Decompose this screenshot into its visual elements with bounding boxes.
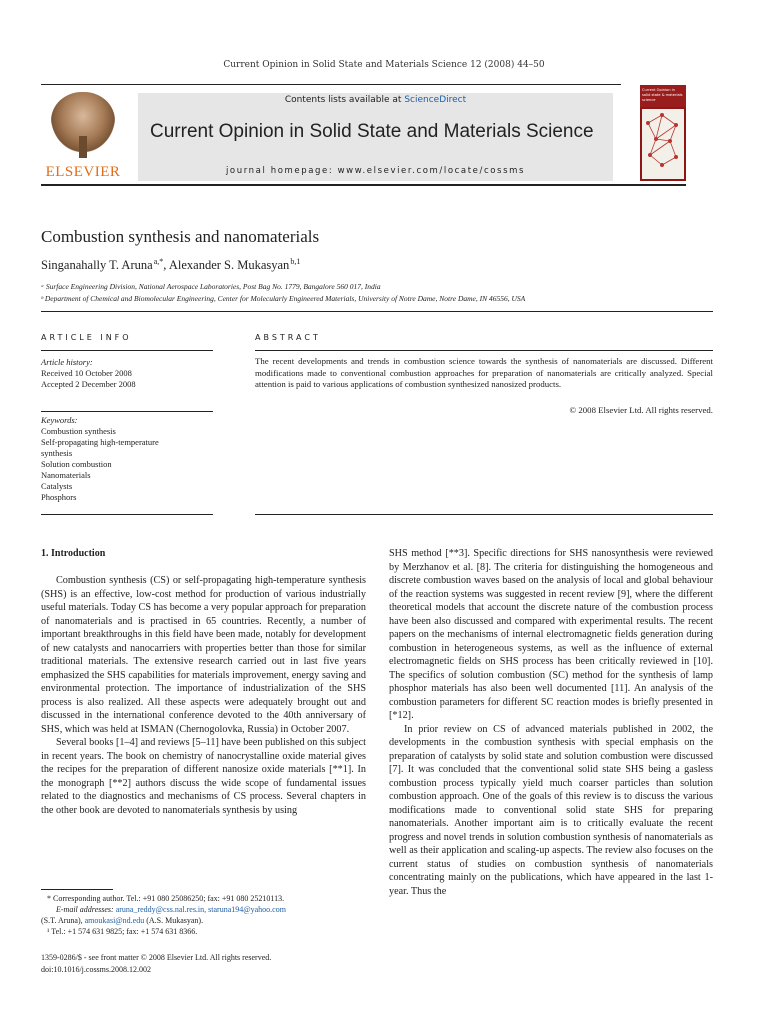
received-date: Received 10 October 2008	[41, 368, 132, 378]
cover-title: Current Opinion in solid state & materials science	[640, 85, 686, 107]
email-label: E-mail addresses:	[56, 905, 114, 914]
sciencedirect-link[interactable]: ScienceDirect	[404, 95, 467, 105]
email-attribution: (S.T. Aruna),	[41, 916, 83, 925]
divider	[41, 350, 213, 351]
divider	[255, 514, 713, 515]
email-link[interactable]: staruna194@yahoo.com	[208, 905, 286, 914]
author-sup: b,1	[290, 257, 301, 266]
email-link[interactable]: aruna_reddy@css.nal.res.in,	[115, 905, 207, 914]
doi-line[interactable]: doi:10.1016/j.cossms.2008.12.002	[41, 965, 152, 974]
email-line	[41, 904, 366, 915]
author-sup: a,*	[153, 257, 164, 266]
abstract-heading: ABSTRACT	[255, 333, 321, 342]
affiliation-b: ᵇ Department of Chemical and Biomolecular Engineering, Center for Molecularly Engineered Materials, University of Notre Dame, Notre Dame, IN 46556, USA	[41, 294, 526, 303]
keyword: Solution combustion	[41, 459, 112, 469]
keywords-block	[41, 415, 213, 503]
right-column	[389, 547, 713, 898]
paragraph: Combustion synthesis (CS) or self-propagating high-temperature synthesis (SHS) is an effective, low-cost method for production of various industrially useful materials. Today CS has become a very popular approach for preparation of nanomaterials and is practised in 65 countries. Recently, a number of important breakthroughs in this field have been made, notably for development of new catalysts and nanocarriers with properties better than those for similar traditional materials. The extensive research carried out in last five years emphasized the SHS capabilities for materials improvement, energy saving and environmental protection. The importance of industrialization of the SHS process is also realized. All these aspects were adequately brought out and discussed in the international conference devoted to the 40th anniversary of SHS, which was held at ISMAN (Chernogolovka, Russia) in October 2007.	[41, 575, 366, 735]
header-top-rule	[41, 84, 621, 85]
journal-title: Current Opinion in Solid State and Materials Science	[150, 121, 594, 142]
email-link[interactable]: amoukasi@nd.edu	[84, 916, 145, 925]
keyword: Catalysts	[41, 481, 73, 491]
history-label: Article history:	[41, 357, 93, 367]
author-line: Singanahally T. Aruna $^{a,*}$, Alexander S. Mukasyan $^{b,1}$	[41, 257, 301, 273]
issn-line: 1359-0286/$ - see front matter © 2008 Elsevier Ltd. All rights reserved.	[41, 953, 272, 962]
keyword: Combustion synthesis	[41, 426, 116, 436]
copyright-line: © 2008 Elsevier Ltd. All rights reserved.	[569, 405, 713, 415]
paragraph: In prior review on CS of advanced materials published in 2002, the developments in the combustion synthesis with special emphasis on the preparation of catalysts by solid state and solution combustion were discussed [7]. It was concluded that the conventional solid state SHS being a gasless combustion process typically yield much coarser particles than solution combustion approach. One of the goals of this review is to discuss the various modifications made to conventional solid state SHS for preparing nanomaterials. Another important aim is to critically evaluate the recent progress and novel trends in solution combustion synthesis of nanomaterials as well as their application and scaling-up aspects. The review also focuses on the current status of studies on combustion synthesis of nanomaterials concentrating mainly on the publications, which have appeared in the last 1-year. Thus the	[389, 723, 713, 897]
author-name[interactable]: Alexander S. Mukasyan	[168, 258, 290, 273]
section-heading: 1. Introduction	[41, 548, 106, 559]
publisher-logo-text: ELSEVIER	[45, 164, 121, 180]
keyword: Nanomaterials	[41, 470, 91, 480]
keyword: synthesis	[41, 448, 73, 458]
accepted-date: Accepted 2 December 2008	[41, 379, 136, 389]
tree-logo-icon	[51, 92, 115, 152]
journal-banner	[138, 93, 613, 181]
corresponding-author-note: * Corresponding author. Tel.: +91 080 25086250; fax: +91 080 25210113.	[47, 894, 285, 903]
author-name[interactable]: Singanahally T. Aruna	[41, 258, 153, 273]
divider	[41, 311, 713, 312]
divider	[41, 514, 213, 515]
contents-prefix: Contents lists available at	[284, 95, 405, 105]
email-attribution: (A.S. Mukasyan).	[146, 916, 204, 925]
email-line	[41, 915, 366, 926]
footnote-rule	[41, 889, 113, 890]
abstract-text: The recent developments and trends in combustion science towards the synthesis of nanomaterials are discussed. Different modifications made to conventional combustion approaches for preparation of nanomaterials are critically analyzed. Special attention is paid to various applications of combustion synthesized nanosized products.	[255, 356, 713, 390]
paragraph: Several books [1–4] and reviews [5–11] have been published on this subject in recent years. The book on chemistry of nanocrystalline oxide material gives the recipes for the preparation of different nanosize oxide materials [**1]. In the monograph [**2] authors discuss the wide scope of fundamental issues related to the diagnostics and mechanisms of CS process. Several chapters in the other book are devoted to nanomaterials synthesis by using	[41, 737, 366, 816]
keywords-label: Keywords:	[41, 415, 78, 425]
running-head: Current Opinion in Solid State and Materials Science 12 (2008) 44–50	[223, 60, 545, 70]
article-title: Combustion synthesis and nanomaterials	[41, 227, 320, 246]
left-column	[41, 574, 366, 817]
affiliation-a: ᵃ Surface Engineering Division, National Aerospace Laboratories, Post Bag No. 1779, Bangalore 560 017, India	[41, 282, 381, 291]
keyword: Self-propagating high-temperature	[41, 437, 159, 447]
article-history	[41, 357, 213, 390]
journal-cover[interactable]	[640, 85, 686, 181]
header-bottom-rule	[41, 184, 686, 186]
keyword: Phosphors	[41, 492, 77, 502]
footnotes	[41, 893, 366, 937]
contents-line	[138, 95, 613, 105]
article-info-heading: ARTICLE INFO	[41, 333, 132, 342]
elsevier-logo[interactable]	[41, 90, 125, 180]
paragraph: SHS method [**3]. Specific directions for SHS nanosynthesis were reviewed by Merzhanov et al. [8]. The criteria for distinguishing the homogeneous and discrete combustion waves based on the analysis of local and global behaviour of the reaction systems was suggested in recent review [9], where the different theoretical models that account the discrete nature of the combustion process have been also discussed and compared with experimental results. The recent papers on the mechanisms of internal electromagnetic fields generation during combustion in heterogeneous systems, as well as the influence of external electromagnetic fields on SHS process has been critically reviewed in [10]. The specifics of solution combustion (SC) method for the synthesis of lamp phosphor materials has also been well documented [11]. An analysis of the combustion parameters for different SC reaction modes is briefly presented in [*12].	[389, 548, 713, 721]
journal-homepage[interactable]: journal homepage: www.elsevier.com/locate/cossms	[225, 166, 526, 176]
tel-note: ¹ Tel.: +1 574 631 9825; fax: +1 574 631 8366.	[47, 927, 198, 936]
divider	[255, 350, 713, 351]
cover-network-icon	[642, 109, 684, 179]
divider	[41, 411, 213, 412]
